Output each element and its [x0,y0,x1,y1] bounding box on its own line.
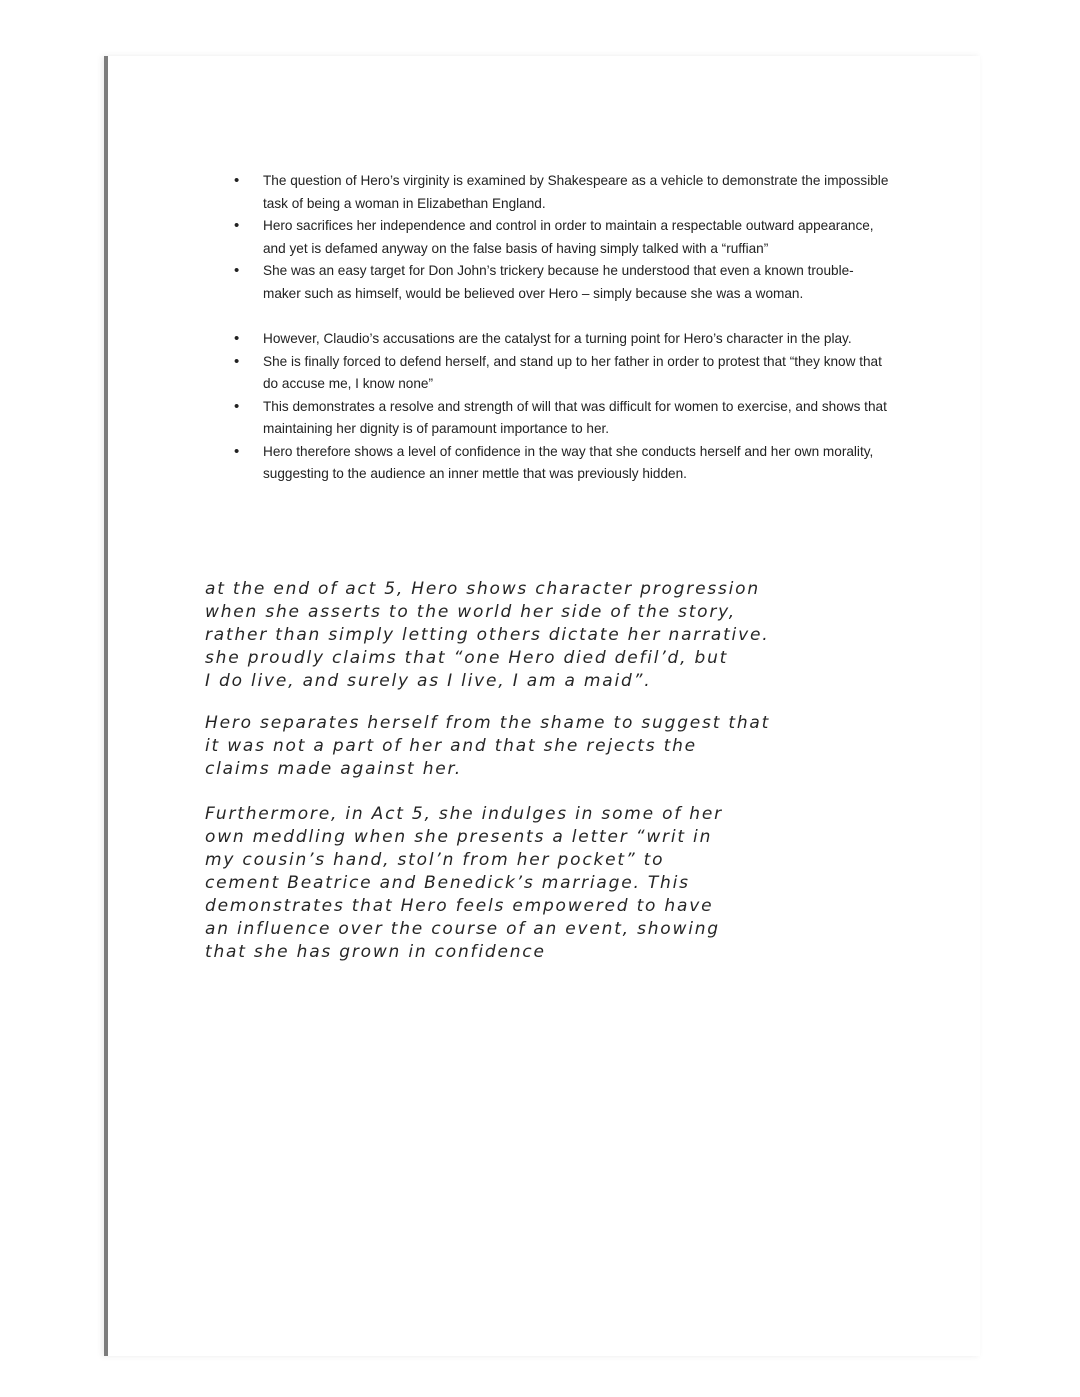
handwritten-line: demonstrates that Hero feels empowered to have [205,896,714,916]
bullet-text: This demonstrates a resolve and strength of will that was difficult for women to exercise, and shows that maintaining her dignity is of paramount importance to her. [263,398,887,436]
handwritten-line: claims made against her. [205,759,462,779]
handwritten-line: it was not a part of her and that she rejects the [205,736,697,756]
handwritten-line: that she has grown in confidence [205,942,546,962]
bullet-text: She was an easy target for Don John’s trickery because he understood that even a known trouble-maker such as himself, would be believed over Hero – simply because she was a woman. [263,263,854,301]
handwritten-line: at the end of act 5, Hero shows character progression [205,579,760,599]
handwritten-line: an influence over the course of an event, showing [205,919,720,939]
bullet-item [230,351,890,396]
bullet-text: Hero sacrifices her independence and control in order to maintain a respectable outward appearance, and yet is defamed anyway on the false basis of having simply talked with a “ruffian” [263,218,874,256]
handwritten-line: rather than simply letting others dictate her narrative. [205,625,770,645]
bullet-item [230,328,890,351]
handwritten-line: Hero separates herself from the shame to suggest that [205,713,771,733]
handwritten-paragraph [205,803,905,964]
bullet-text: The question of Hero’s virginity is examined by Shakespeare as a vehicle to demonstrate the impossible task of being a woman in Elizabethan England. [263,173,889,211]
handwritten-line: when she asserts to the world her side of the story, [205,602,736,622]
bullet-text: Hero therefore shows a level of confidence in the way that she conducts herself and her own morality, suggesting to the audience an inner mettle that was previously hidden. [263,443,874,481]
handwritten-paragraph [205,578,905,693]
handwritten-line: own meddling when she presents a letter “writ in [205,827,713,847]
handwritten-line: she proudly claims that “one Hero died defil’d, but [205,648,729,668]
bullet-text: She is finally forced to defend herself, and stand up to her father in order to protest that “they know that do accuse me, I know none” [263,353,882,391]
bullet-text: However, Claudio’s accusations are the catalyst for a turning point for Hero’s character in the play. [263,331,852,346]
handwritten-line: Furthermore, in Act 5, she indulges in some of her [205,804,723,824]
handwritten-line: cement Beatrice and Benedick’s marriage. This [205,873,690,893]
bullet-item [230,215,890,260]
bullet-item [230,170,890,215]
bullet-item [230,396,890,441]
typed-bullet-list [230,170,890,486]
handwritten-line: I do live, and surely as I live, I am a maid”. [205,671,652,691]
handwritten-line: my cousin’s hand, stol’n from her pocket” to [205,850,665,870]
handwritten-paragraph [205,712,905,781]
bullet-item [230,441,890,486]
bullet-item [230,260,890,305]
